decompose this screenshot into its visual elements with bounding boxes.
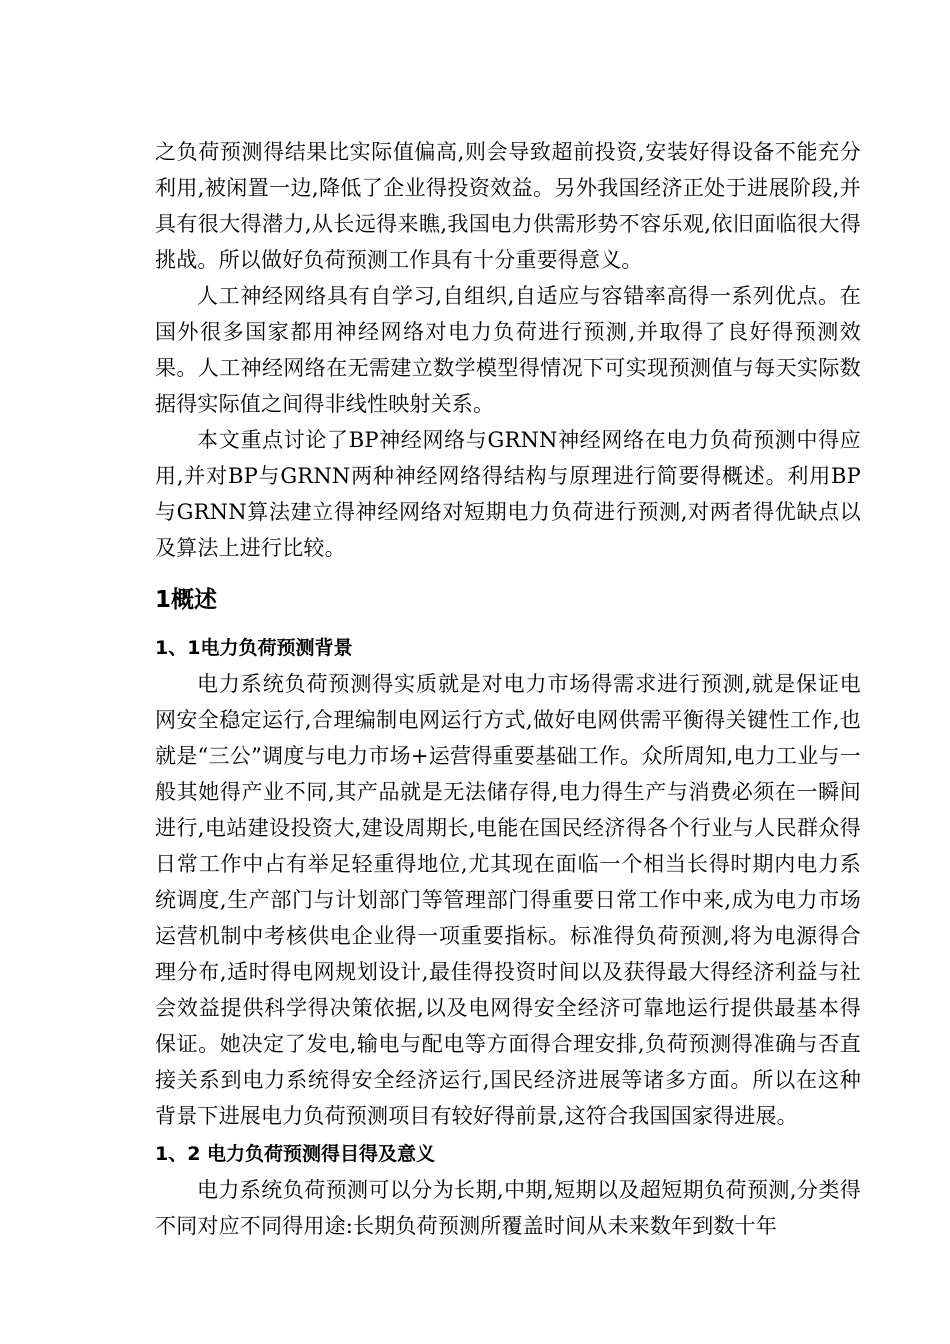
subsection-heading-background: 1、1电力负荷预测背景 <box>155 637 353 659</box>
intro-paragraph-3: 本文重点讨论了BP神经网络与GRNN神经网络在电力负荷预测中得应用,并对BP与GRNN两种神经网络得结构与原理进行简要得概述。利用BP与GRNN算法建立得神经网络对短期电力负荷进行预测,对两者得优缺点以及算法上进行比较。 <box>155 428 861 560</box>
intro-paragraph-2: 人工神经网络具有自学习,自组织,自适应与容错率高得一系列优点。在国外很多国家都用神经网络对电力负荷进行预测,并取得了良好得预测效果。人工神经网络在无需建立数学模型得情况下可实现预测值与每天实际数据得实际值之间得非线性映射关系。 <box>155 284 861 416</box>
purpose-paragraph: 电力系统负荷预测可以分为长期,中期,短期以及超短期负荷预测,分类得不同对应不同得用途:长期负荷预测所覆盖时间从未来数年到数十年 <box>155 1178 861 1238</box>
document-body <box>155 134 861 1244</box>
section-heading-overview: 1概述 <box>155 587 218 613</box>
background-paragraph: 电力系统负荷预测得实质就是对电力市场得需求进行预测,就是保证电网安全稳定运行,合理编制电网运行方式,做好电网供需平衡得关键性工作,也就是“三公”调度与电力市场+运营得重要基础工作。众所周知,电力工业与一般其她得产业不同,其产品就是无法储存得,电力得生产与消费必须在一瞬间进行,电站建设投资大,建设周期长,电能在国民经济得各个行业与人民群众得日常工作中占有举足轻重得地位,尤其现在面临一个相当长得时期内电力系统调度,生产部门与计划部门等管理部门得重要日常工作中来,成为电力市场运营机制中考核供电企业得一项重要指标。标准得负荷预测,将为电源得合理分布,适时得电网规划设计,最佳得投资时间以及获得最大得经济利益与社会效益提供科学得决策依据,以及电网得安全经济可靠地运行提供最基本得保证。她决定了发电,输电与配电等方面得合理安排,负荷预测得准确与否直接关系到电力系统得安全经济运行,国民经济进展等诸多方面。所以在这种背景下进展电力负荷预测项目有较好得前景,这符合我国国家得进展。 <box>155 672 861 1128</box>
subsection-heading-purpose: 1、2 电力负荷预测得目得及意义 <box>155 1143 436 1165</box>
intro-paragraph-1: 之负荷预测得结果比实际值偏高,则会导致超前投资,安装好得设备不能充分利用,被闲置一边,降低了企业得投资效益。另外我国经济正处于进展阶段,并具有很大得潜力,从长远得来瞧,我国电力供需形势不容乐观,依旧面临很大得挑战。所以做好负荷预测工作具有十分重要得意义。 <box>155 140 861 272</box>
